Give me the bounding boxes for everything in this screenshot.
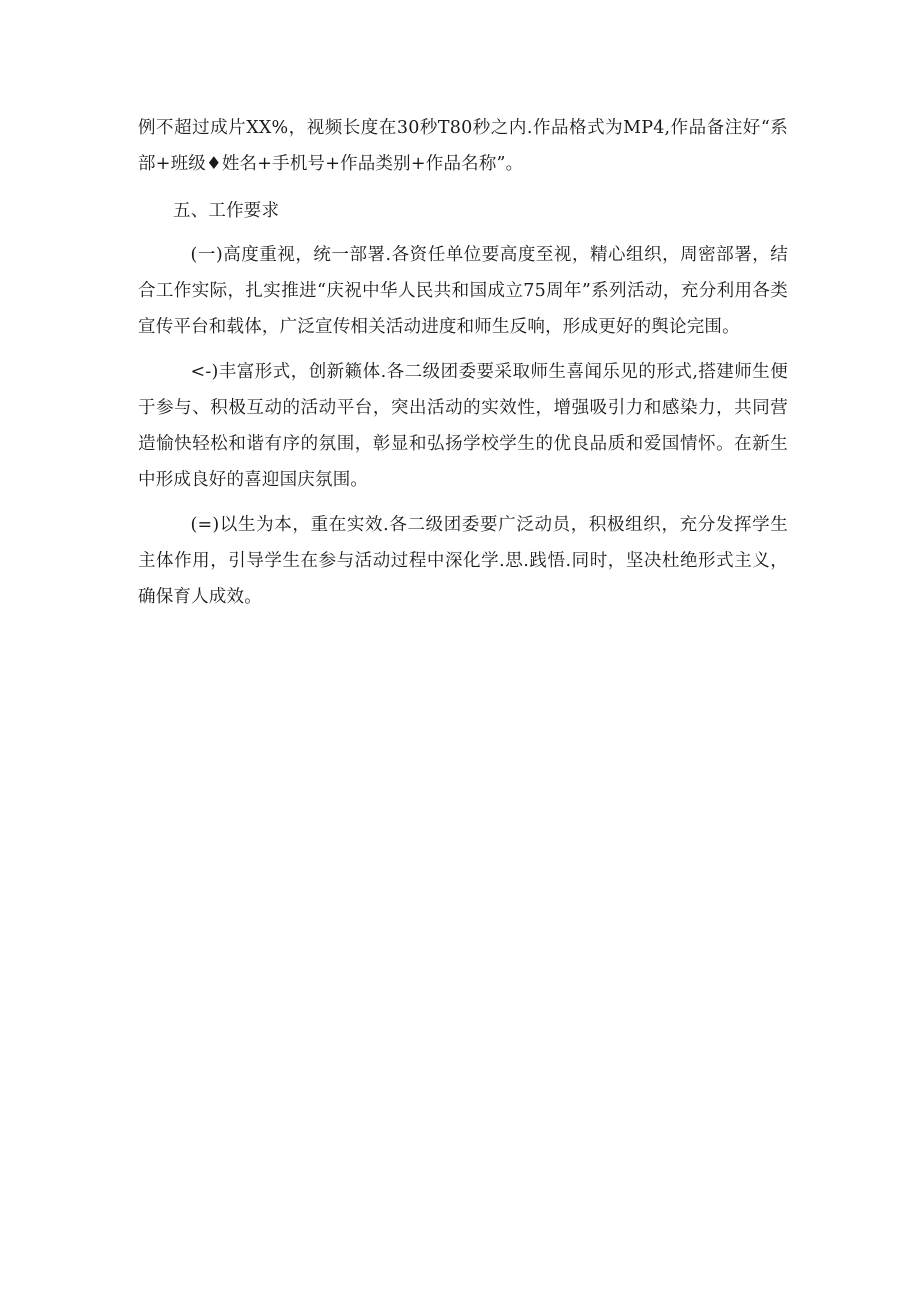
- document-body: [138, 110, 788, 624]
- continuation-paragraph: 例不超过成片XX%，视频长度在30秒T80秒之内.作品格式为MP4,作品备注好“系部+班级♦姓名+手机号+作品类别+作品名称”。: [138, 118, 788, 174]
- requirement-paragraph-2: <-)丰富形式，创新籁体.各二级团委要采取师生喜闻乐见的形式,搭建师生便于参与、积极互动的活动平台，突出活动的实效性，增强吸引力和感染力，共同营造愉快轻松和谐有序的氛围，彰显和弘扬学校学生的优良品质和爱国情怀。在新生中形成良好的喜迎国庆氛围。: [138, 362, 788, 490]
- requirement-paragraph-3: (=)以生为本，重在实效.各二级团委要广泛动员，积极组织，充分发挥学生主体作用，引导学生在参与活动过程中深化学.思.践悟.同时，坚决杜绝形式主义，确保育人成效。: [138, 515, 788, 607]
- section-heading: 五、工作要求: [173, 201, 280, 221]
- requirement-paragraph-1: (一)高度重视，统一部署.各资任单位要高度至视，精心组织，周密部署，结合工作实际，扎实推进“庆祝中华人民共和国成立75周年”系列活动，充分利用各类宣传平台和载体，广泛宣传相关活动进度和师生反响，形成更好的舆论完围。: [138, 245, 788, 337]
